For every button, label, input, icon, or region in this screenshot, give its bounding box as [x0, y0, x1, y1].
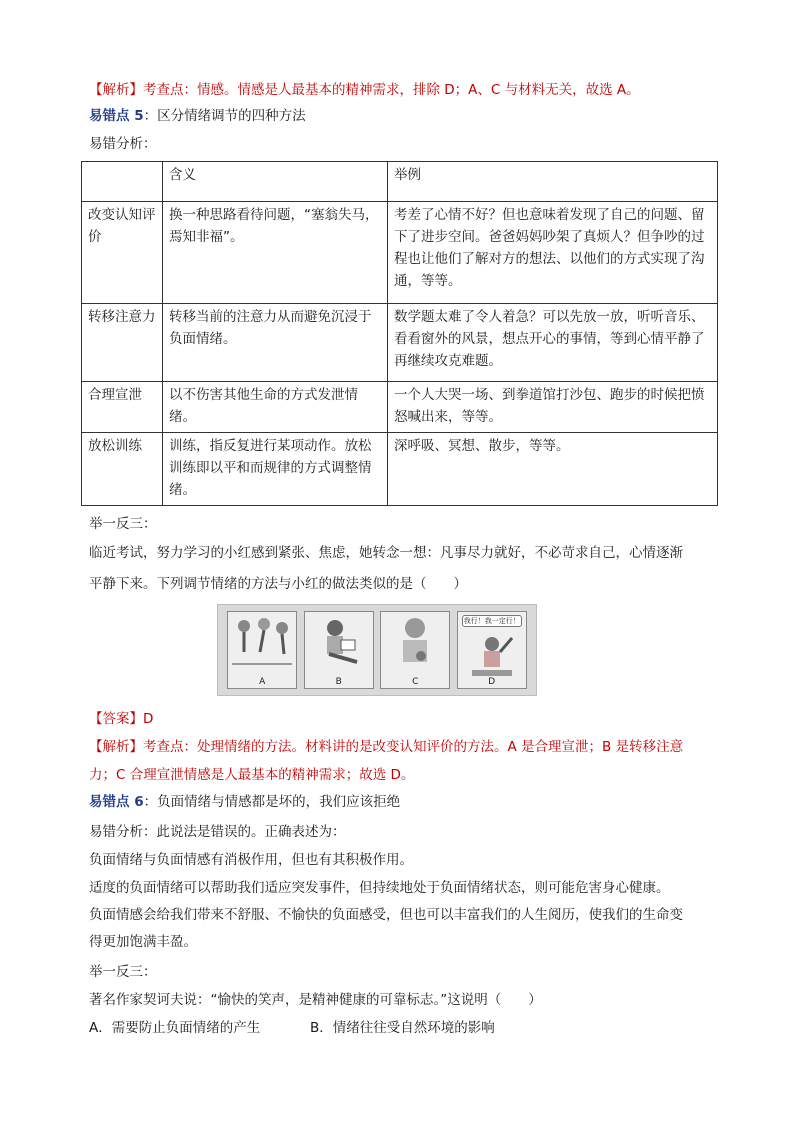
answer-line: [89, 709, 153, 729]
error-point-title: ：区分情绪调节的四种方法: [143, 108, 306, 124]
emotion-regulation-table: [81, 161, 718, 506]
analysis-tag: 【解析】: [89, 739, 143, 755]
method-example-cell: 深呼吸、冥想、散步，等等。: [388, 433, 718, 506]
panel-label: C: [412, 677, 419, 687]
option-b: B．情绪往往受自然环境的影响: [310, 1020, 495, 1036]
illustration-panel: [380, 611, 450, 689]
question-illustration: [217, 604, 537, 696]
error-point-6-heading: [89, 792, 400, 812]
table-header-row: [82, 162, 718, 202]
table-row: [82, 202, 718, 304]
table-header-cell: 含义: [163, 162, 388, 202]
illustration-panel: [304, 611, 374, 689]
error-point-tag: 易错点 6: [89, 794, 144, 810]
method-name-cell: 转移注意力: [82, 304, 163, 382]
question-line: 临近考试，努力学习的小红感到紧张、焦虑，她转念一想：凡事尽力就好，不必苛求自己，心情逐渐: [89, 545, 683, 561]
body-paragraph-line: 负面情绪与负面情感有消极作用，但也有其积极作用。: [89, 852, 413, 868]
error-point-tag: 易错点 5: [89, 108, 144, 124]
method-meaning-cell: 转移当前的注意力从而避免沉浸于负面情绪。: [163, 304, 388, 382]
error-analysis-label: 易错分析：此说法是错误的。正确表述为：: [89, 824, 346, 840]
body-paragraph-line: 适度的负面情绪可以帮助我们适应突发事件，但持续地处于负面情绪状态，则可能危害身心健康。: [89, 880, 670, 896]
illustration-panel: [227, 611, 297, 689]
table-row: [82, 304, 718, 382]
answer-tag: 【答案】: [89, 711, 143, 727]
body-paragraph-line: 得更加饱满丰盈。: [89, 934, 197, 950]
panel-label: B: [335, 677, 342, 687]
error-analysis-label: 易错分析：: [89, 136, 157, 152]
method-example-cell: 考差了心情不好？但也意味着发现了自己的问题、留下了进步空间。爸爸妈妈吵架了真烦人？但争吵的过程也让他们了解对方的想法、以他们的方式实现了沟通，等等。: [388, 202, 718, 304]
error-point-title: ：负面情绪与情感都是坏的，我们应该拒绝: [143, 794, 401, 810]
analysis-text: 考查点：情感。情感是人最基本的精神需求，排除 D；A、C 与材料无关，故选 A。: [143, 82, 640, 98]
table-row: [82, 382, 718, 433]
panel-label: A: [259, 677, 266, 687]
analysis-text: 考查点：处理情绪的方法。材料讲的是改变认知评价的方法。A 是合理宣泄；B 是转移注意: [143, 739, 684, 755]
method-example-cell: 一个人大哭一场、到拳道馆打沙包、跑步的时候把愤怒喊出来，等等。: [388, 382, 718, 433]
analysis-paragraph-2: [89, 737, 683, 757]
method-meaning-cell: 训练，指反复进行某项动作。放松训练即以平和而规律的方式调整情绪。: [163, 433, 388, 506]
practice-label: 举一反三：: [89, 964, 157, 980]
method-name-cell: 合理宣泄: [82, 382, 163, 433]
table-header-cell: 举例: [388, 162, 718, 202]
method-example-cell: 数学题太难了令人着急？可以先放一放，听听音乐、看看窗外的风景，想点开心的事情，等到心情平静了再继续攻克难题。: [388, 304, 718, 382]
analysis-tag: 【解析】: [89, 82, 143, 98]
answer-value: D: [143, 711, 154, 727]
analysis-paragraph-1: [89, 80, 640, 100]
table-row: [82, 433, 718, 506]
table-header-cell: [82, 162, 163, 202]
illustration-panel: [457, 611, 527, 689]
body-paragraph-line: 负面情感会给我们带来不舒服、不愉快的负面感受，但也可以丰富我们的人生阅历，使我们的生命变: [89, 907, 683, 923]
boy-crying-icon: [381, 612, 449, 672]
method-meaning-cell: 以不伤害其他生命的方式发泄情绪。: [163, 382, 388, 433]
girl-reading-icon: [305, 612, 373, 672]
error-point-5-heading: [89, 106, 306, 126]
method-name-cell: 放松训练: [82, 433, 163, 506]
option-a: A．需要防止负面情绪的产生: [89, 1020, 261, 1036]
method-meaning-cell: 换一种思路看待问题，“塞翁失马，焉知非福”。: [163, 202, 388, 304]
method-name-cell: 改变认知评价: [82, 202, 163, 304]
question-line: 著名作家契诃夫说：“愉快的笑声，是精神健康的可靠标志。”这说明（ ）: [89, 992, 542, 1008]
question-line: 平静下来。下列调节情绪的方法与小红的做法类似的是（ ）: [89, 576, 467, 592]
children-playing-icon: [228, 612, 296, 672]
panel-label: D: [488, 677, 496, 687]
practice-label: 举一反三：: [89, 516, 157, 532]
analysis-text-continued: 力；C 合理宣泄情感是人最基本的精神需求；故选 D。: [89, 767, 415, 783]
speech-bubble: 我行！我一定行！: [463, 617, 520, 625]
